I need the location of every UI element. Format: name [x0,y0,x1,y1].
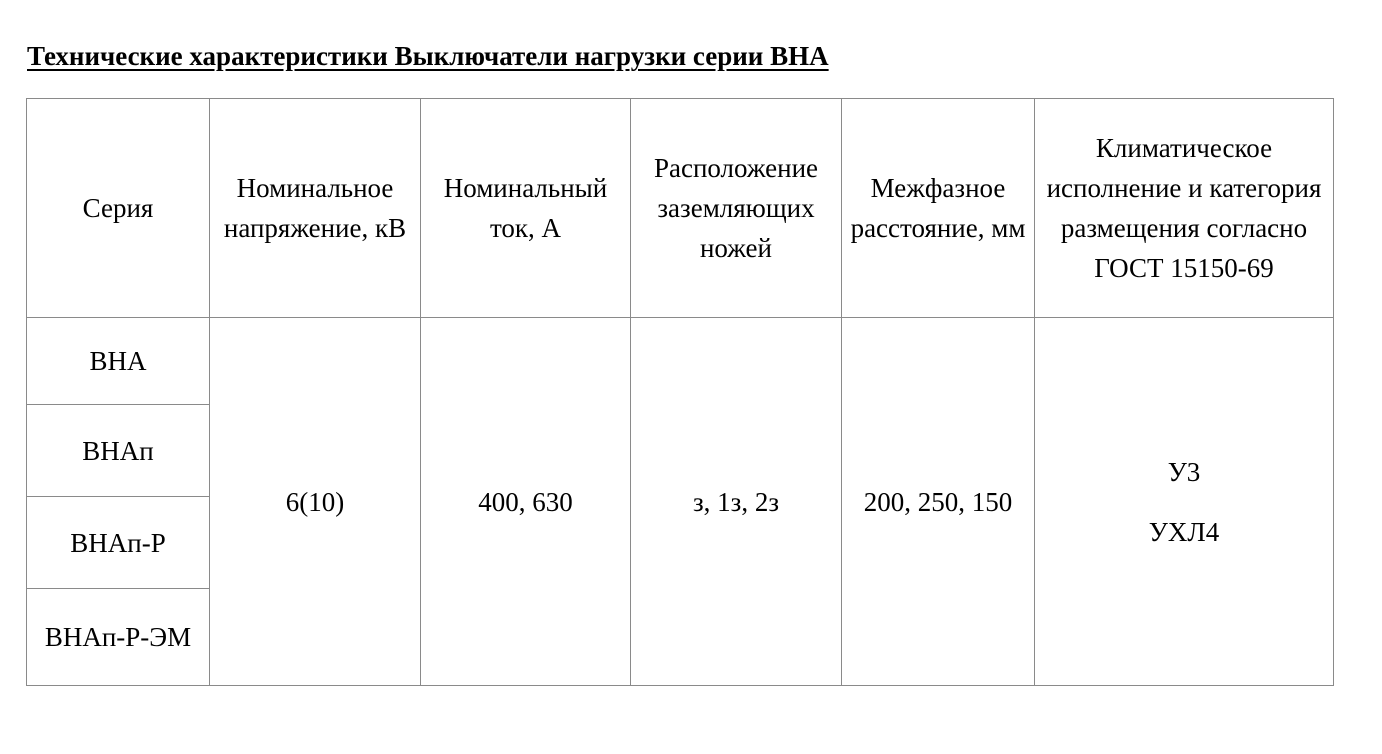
grounding-cell: з, 1з, 2з [631,318,842,686]
header-climate: Климатическое исполнение и категория размещения согласно ГОСТ 15150-69 [1035,99,1334,318]
table-row [27,318,1334,405]
page-title: Технические характеристики Выключатели нагрузки серии ВНА [27,41,829,71]
header-phase-distance: Межфазное расстояние, мм [842,99,1035,318]
climate-value: УХЛ4 [1148,516,1220,547]
series-cell: ВНАп [27,405,210,497]
header-voltage: Номинальное напряжение, кВ [210,99,421,318]
voltage-cell: 6(10) [210,318,421,686]
specs-table [26,98,1334,686]
header-grounding: Расположение заземляющих ножей [631,99,842,318]
series-cell: ВНА [27,318,210,405]
phase-distance-cell: 200, 250, 150 [842,318,1035,686]
series-cell: ВНАп-Р-ЭМ [27,589,210,686]
header-series: Серия [27,99,210,318]
current-cell: 400, 630 [421,318,631,686]
header-current: Номинальный ток, А [421,99,631,318]
table-header-row [27,99,1334,318]
series-cell: ВНАп-Р [27,497,210,589]
climate-value: У3 [1167,456,1201,487]
climate-cell [1035,318,1334,686]
